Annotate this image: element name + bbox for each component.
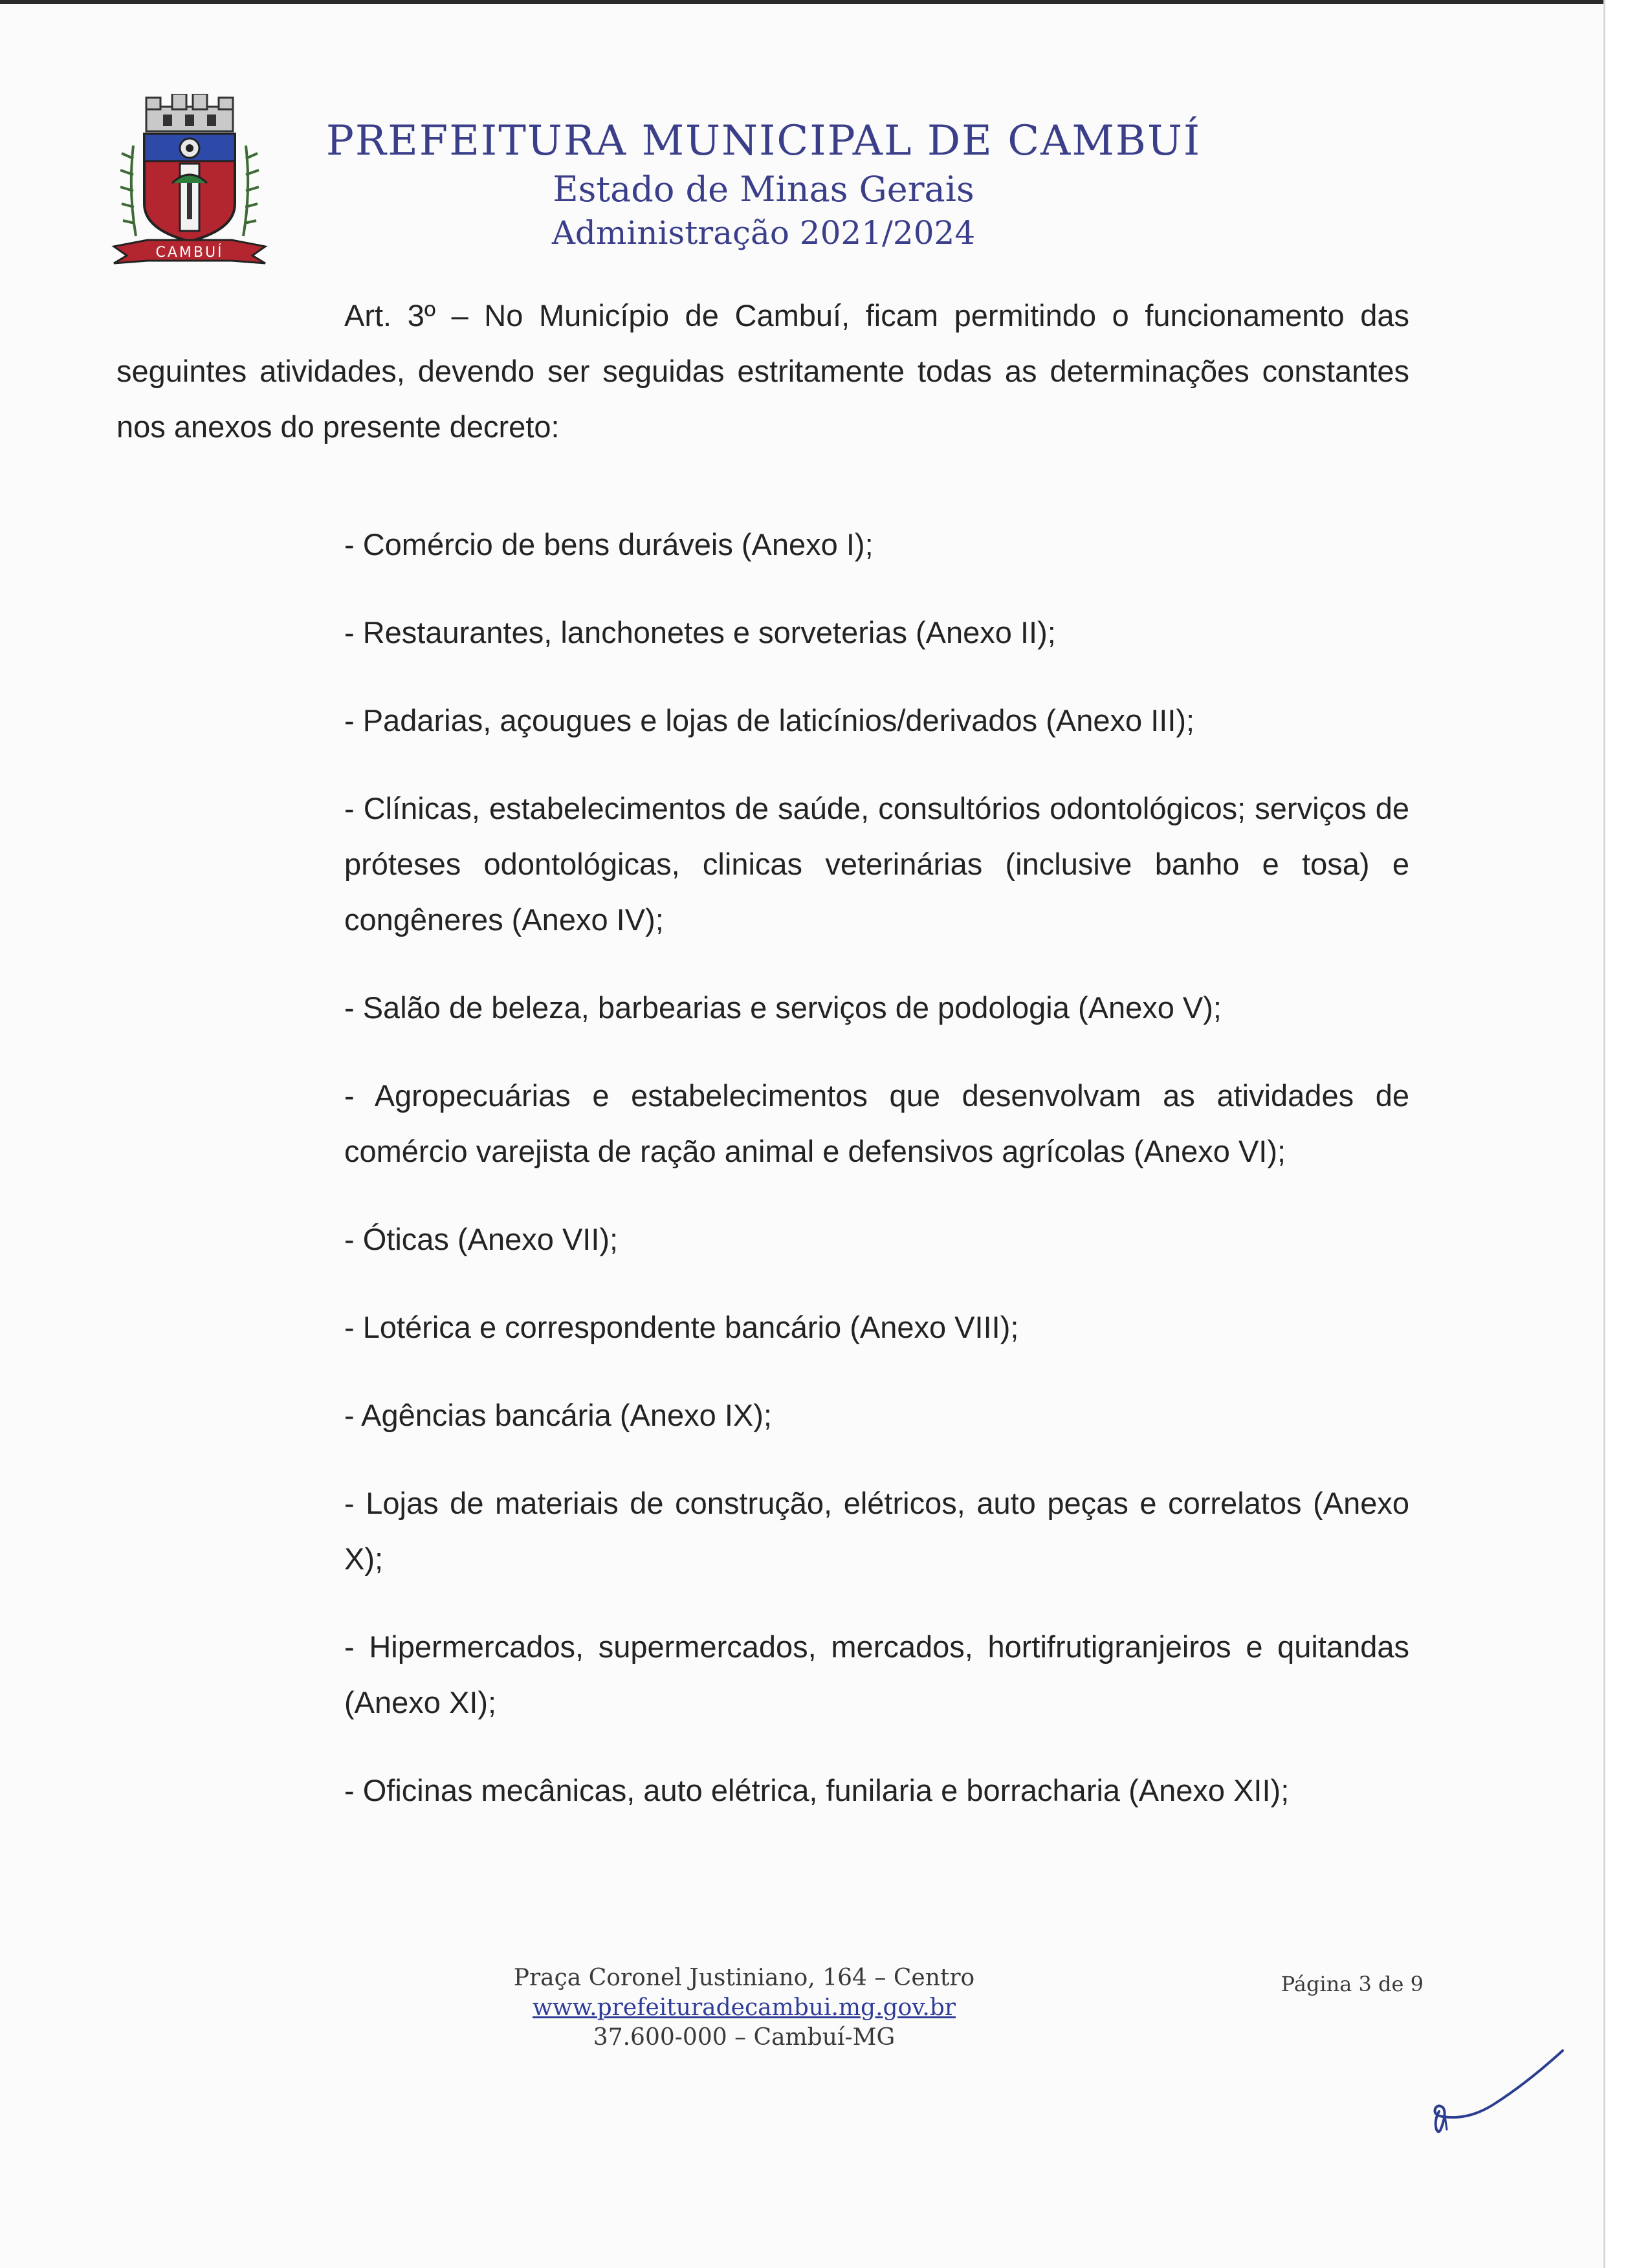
municipal-crest-logo [109,94,270,268]
list-item: - Hipermercados, supermercados, mercados, hortifrutigranjeiros e quitandas (Anexo XI); [344,1630,1409,1719]
list-item: - Lojas de materiais de construção, elétricos, auto peças e correlatos (Anexo X); [344,1486,1409,1576]
document-body [116,288,1409,1851]
article-intro: Art. 3º – No Município de Cambuí, ficam permitindo o funcionamento das seguintes atividades, devendo ser seguidas estritamente todas as determinações constantes nos anexos do presente decreto: [116,298,1409,444]
page-number: Página 3 de 9 [1281,1972,1424,1996]
list-item: - Comércio de bens duráveis (Anexo I); [344,527,874,562]
scan-right-margin [1603,0,1650,2268]
letterhead [278,115,1249,254]
list-item: - Padarias, açougues e lojas de laticínios/derivados (Anexo III); [344,703,1195,737]
crest-banner-text: CAMBUÍ [155,245,224,261]
handwritten-signature [1417,2044,1572,2148]
administration-subtitle: Administração 2021/2024 [551,214,976,252]
page-title: PREFEITURA MUNICIPAL DE CAMBUÍ [325,117,1202,165]
footer-address: Praça Coronel Justiniano, 164 – Centro [513,1965,975,1991]
list-item: - Óticas (Anexo VII); [344,1222,619,1256]
list-item: - Agropecuárias e estabelecimentos que desenvolvam as atividades de comércio varejista de ração animal e defensivos agrícolas (Anexo VI); [344,1078,1409,1168]
list-item: - Oficinas mecânicas, auto elétrica, funilaria e borracharia (Anexo XII); [344,1773,1290,1807]
activities-list [344,517,1409,1818]
state-subtitle: Estado de Minas Gerais [553,169,974,210]
footer-address-block [453,1963,1035,2053]
list-item: - Clínicas, estabelecimentos de saúde, consultórios odontológicos; serviços de próteses odontológicas, clinicas veterinárias (inclusive banho e tosa) e congêneres (Anexo IV); [344,791,1409,937]
list-item: - Agências bancária (Anexo IX); [344,1398,772,1432]
list-item: - Lotérica e correspondente bancário (Anexo VIII); [344,1310,1019,1344]
footer-website-link[interactable]: www.prefeituradecambui.mg.gov.br [532,1994,956,2021]
list-item: - Salão de beleza, barbearias e serviços de podologia (Anexo V); [344,990,1222,1025]
list-item: - Restaurantes, lanchonetes e sorveterias (Anexo II); [344,615,1056,649]
scan-top-edge [0,0,1603,4]
crown-icon [146,94,233,131]
footer-cep-city: 37.600-000 – Cambuí-MG [593,2024,896,2051]
